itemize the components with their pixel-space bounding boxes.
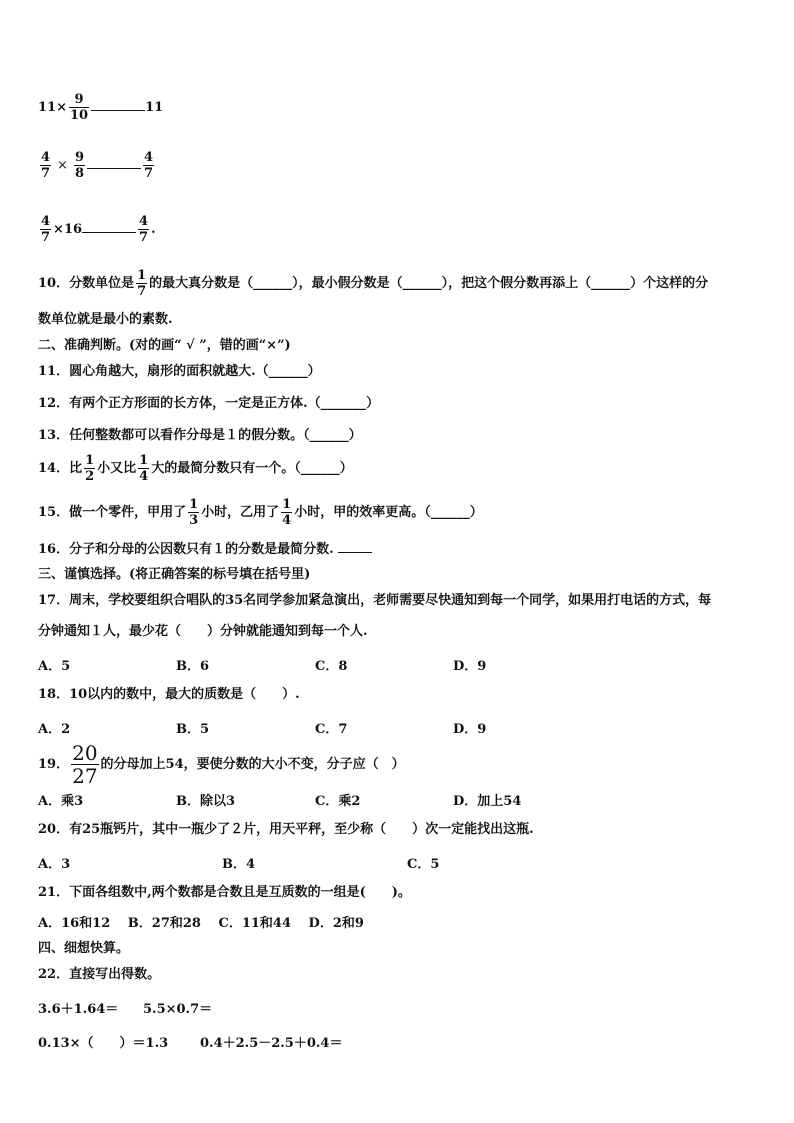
option-a[interactable]: A．3 <box>38 857 71 872</box>
fraction: $\frac{9}{10}$ <box>69 92 89 123</box>
question-13: 13．任何整数都可以看作分母是１的假分数。（______） <box>38 428 362 443</box>
question-22: 22．直接写出得数。 <box>38 967 161 982</box>
calc-item: 5.5×0.7＝ <box>143 1002 213 1017</box>
option-d[interactable]: D．加上54 <box>453 794 522 809</box>
question-20: 20．有25瓶钙片，其中一瓶少了２片，用天平秤，至少称（ ）次一定能找出这瓶. <box>38 822 534 837</box>
calc-item: 3.6＋1.64＝ <box>38 1002 119 1017</box>
compare-line-1: 11× $\frac{9}{10}$ 11 <box>38 92 164 123</box>
question-17-cont: 分钟通知１人，最少花（ ）分钟就能通知到每一个人. <box>38 624 368 639</box>
question-15: 15．做一个零件，甲用了 $\frac{1}{3}$ 小时，乙用了 $\frac{1}{4}$ 小时，甲的效率更高。（______） <box>38 497 483 528</box>
answer-blank[interactable] <box>91 98 145 111</box>
option-c[interactable]: C．7 <box>315 722 348 737</box>
option-b[interactable]: B．5 <box>176 722 210 737</box>
fraction: $\frac{4}{7}$ <box>139 214 149 245</box>
fraction: $\frac{9}{8}$ <box>74 150 84 181</box>
option-b[interactable]: B．6 <box>176 659 210 674</box>
question-12: 12．有两个正方形面的长方体，一定是正方体.（_______） <box>38 396 380 411</box>
answer-blank[interactable] <box>338 540 372 553</box>
fraction: $\frac{4}{7}$ <box>144 150 154 181</box>
option-d[interactable]: D．9 <box>453 659 487 674</box>
section-2-heading: 二、准确判断。(对的画“ √ ”，错的画“×”) <box>38 338 291 353</box>
text: 11× <box>38 100 67 115</box>
option-a[interactable]: A．2 <box>38 722 71 737</box>
calc-item: 0.13×（ ）＝1.3 <box>38 1036 169 1051</box>
calc-item: 0.4＋2.5－2.5＋0.4＝ <box>200 1036 343 1051</box>
option-b[interactable]: B．4 <box>222 857 256 872</box>
answer-blank[interactable] <box>87 156 141 169</box>
section-3-heading: 三、谨慎选择。(将正确答案的标号填在括号里) <box>38 567 311 582</box>
option-c[interactable]: C．乘2 <box>315 794 361 809</box>
question-19: 19． $\frac{20}{27}$ 的分母加上54，要使分数的大小不变，分子应（ ） <box>38 741 405 788</box>
question-10-cont: 数单位就是最小的素数. <box>38 312 173 327</box>
compare-line-2: $\frac{4}{7}$ × $\frac{9}{8}$ $\frac{4}{7}$ <box>41 150 154 181</box>
fraction: $\frac{4}{7}$ <box>41 214 51 245</box>
question-16: 16．分子和分母的公因数只有１的分数是最简分数. <box>38 540 372 559</box>
question-21: 21．下面各组数中,两个数都是合数且是互质数的一组是( )。 <box>38 885 411 900</box>
question-10: 10．分数单位是 $\frac{1}{7}$ 的最大真分数是（______），最小假分数是（______），把这个假分数再添上（______）个这样的分 <box>38 268 709 299</box>
option-d[interactable]: D．9 <box>453 722 487 737</box>
question-11: 11．圆心角越大，扇形的面积就越大.（______） <box>38 364 321 379</box>
option-c[interactable]: C．8 <box>315 659 348 674</box>
question-17: 17．周末，学校要组织合唱队的35名同学参加紧急演出，老师需要尽快通知到每一个同学，如果用打电话的方式，每 <box>38 593 712 608</box>
answer-blank[interactable] <box>82 220 136 233</box>
question-21-options[interactable]: A．16和12 B．27和28 C．11和44 D．2和9 <box>38 916 364 931</box>
question-18: 18．10以内的数中，最大的质数是（ ）. <box>38 687 300 702</box>
option-c[interactable]: C．5 <box>407 857 440 872</box>
option-a[interactable]: A．5 <box>38 659 71 674</box>
option-b[interactable]: B．除以3 <box>176 794 236 809</box>
fraction: $\frac{4}{7}$ <box>41 150 51 181</box>
section-4-heading: 四、细想快算。 <box>38 941 130 956</box>
compare-line-3: $\frac{4}{7}$ ×16 $\frac{4}{7}$ . <box>41 214 156 245</box>
option-a[interactable]: A．乘3 <box>38 794 84 809</box>
question-14: 14．比 $\frac{1}{2}$ 小又比 $\frac{1}{4}$ 大的最简分数只有一个。（______） <box>38 453 353 484</box>
